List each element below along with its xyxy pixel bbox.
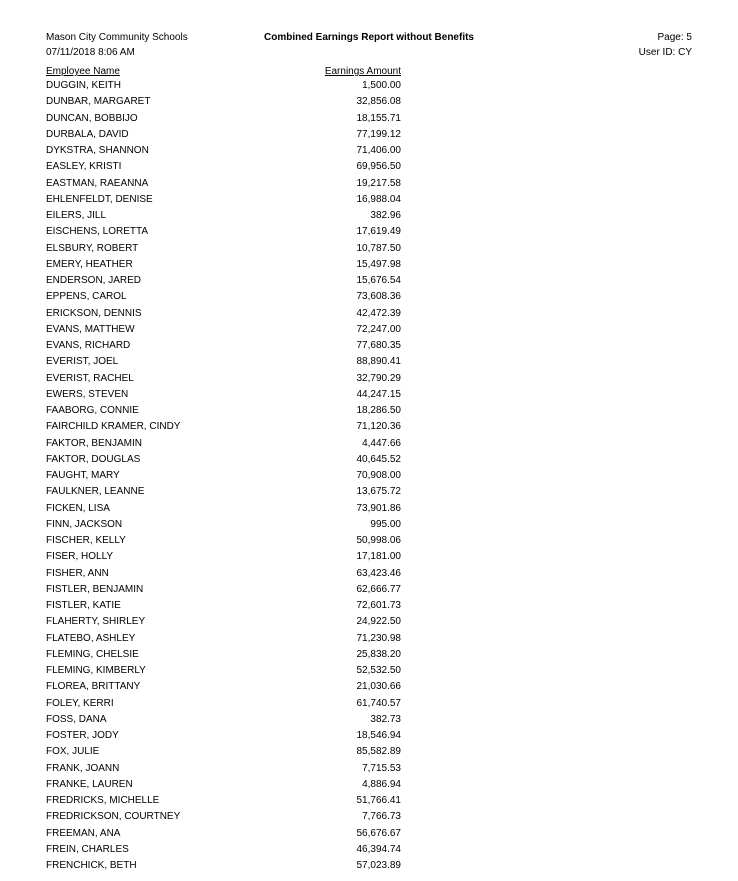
- employee-name-cell: FLATEBO, ASHLEY: [46, 632, 136, 644]
- employee-name-cell: FREDRICKS, MICHELLE: [46, 795, 160, 806]
- employee-name-cell: FRENCHICK, BETH: [46, 860, 137, 871]
- employee-name-cell: EISCHENS, LORETTA: [46, 226, 149, 238]
- employee-name-cell: EILERS, JILL: [46, 210, 107, 221]
- employee-name-cell: EASTMAN, RAEANNA: [46, 177, 149, 189]
- employee-name-cell: EVANS, RICHARD: [46, 340, 131, 351]
- report-header-left: [46, 30, 188, 60]
- earnings-amount-cell: 17,181.00: [356, 551, 401, 563]
- page-number: Page: 5: [657, 32, 692, 43]
- earnings-amount-cell: 69,956.50: [356, 161, 401, 173]
- employee-name-cell: FRANKE, LAUREN: [46, 778, 133, 790]
- table-row: [0, 176, 738, 192]
- employee-name-cell: FREDRICKSON, COURTNEY: [46, 811, 181, 823]
- table-row: [0, 501, 738, 517]
- table-row: [0, 631, 738, 647]
- employee-name-cell: FLEMING, KIMBERLY: [46, 665, 146, 676]
- report-title: Combined Earnings Report without Benefits: [263, 32, 474, 43]
- earnings-amount-cell: 19,217.58: [356, 177, 401, 189]
- table-row: [0, 777, 738, 793]
- table-row: [0, 159, 738, 175]
- table-row: [0, 647, 738, 663]
- earnings-table: [0, 78, 738, 874]
- earnings-amount-cell: 44,247.15: [356, 388, 401, 400]
- table-row: [0, 728, 738, 744]
- earnings-amount-cell: 382.73: [370, 713, 401, 725]
- employee-name-cell: EMERY, HEATHER: [46, 258, 133, 270]
- employee-name-cell: FREIN, CHARLES: [46, 843, 129, 855]
- table-row: [0, 533, 738, 549]
- earnings-amount-cell: 71,406.00: [356, 145, 401, 156]
- earnings-amount-cell: 17,619.49: [356, 226, 401, 238]
- table-row: [0, 452, 738, 468]
- organization-name: Mason City Community Schools: [46, 32, 188, 43]
- table-row: [0, 436, 738, 452]
- earnings-amount-cell: 88,890.41: [356, 356, 401, 368]
- employee-name-cell: FINN, JACKSON: [46, 518, 123, 530]
- earnings-amount-cell: 7,715.53: [362, 762, 401, 774]
- earnings-amount-cell: 382.96: [370, 210, 401, 221]
- earnings-amount-cell: 995.00: [370, 518, 401, 530]
- employee-name-cell: FLOREA, BRITTANY: [46, 681, 141, 693]
- earnings-amount-cell: 18,546.94: [356, 730, 401, 741]
- employee-name-cell: FOX, JULIE: [46, 746, 100, 758]
- earnings-amount-cell: 63,423.46: [356, 567, 401, 579]
- employee-name-cell: DURBALA, DAVID: [46, 128, 129, 140]
- employee-name-cell: FREEMAN, ANA: [46, 827, 121, 839]
- column-header-earnings-amount: Earnings Amount: [324, 66, 401, 77]
- table-row: [0, 354, 738, 370]
- employee-name-cell: DUGGIN, KEITH: [46, 80, 122, 91]
- column-header-employee-name: Employee Name: [46, 66, 120, 77]
- table-row: [0, 744, 738, 760]
- table-row: [0, 858, 738, 874]
- employee-name-cell: FAKTOR, DOUGLAS: [46, 453, 141, 465]
- employee-name-cell: FISCHER, KELLY: [46, 535, 126, 546]
- earnings-amount-cell: 4,886.94: [362, 778, 401, 790]
- employee-name-cell: FISHER, ANN: [46, 567, 109, 579]
- table-row: [0, 289, 738, 305]
- employee-name-cell: FAUGHT, MARY: [46, 470, 120, 481]
- earnings-amount-cell: 73,901.86: [356, 502, 401, 514]
- table-row: [0, 127, 738, 143]
- table-row: [0, 517, 738, 533]
- table-row: [0, 419, 738, 435]
- report-header-right: [639, 30, 692, 60]
- earnings-amount-cell: 32,790.29: [356, 372, 401, 384]
- earnings-amount-cell: 18,155.71: [356, 112, 401, 124]
- table-row: [0, 696, 738, 712]
- table-row: [0, 338, 738, 354]
- table-row: [0, 371, 738, 387]
- earnings-amount-cell: 50,998.06: [356, 535, 401, 546]
- table-row: [0, 761, 738, 777]
- earnings-amount-cell: 70,908.00: [356, 470, 401, 481]
- table-row: [0, 224, 738, 240]
- table-row: [0, 257, 738, 273]
- earnings-amount-cell: 21,030.66: [356, 681, 401, 693]
- earnings-amount-cell: 71,230.98: [356, 632, 401, 644]
- employee-name-cell: FISTLER, KATIE: [46, 600, 121, 611]
- employee-name-cell: FAIRCHILD KRAMER, CINDY: [46, 421, 181, 433]
- earnings-amount-cell: 10,787.50: [356, 242, 401, 254]
- earnings-amount-cell: 71,120.36: [356, 421, 401, 433]
- employee-name-cell: DUNCAN, BOBBIJO: [46, 112, 138, 124]
- earnings-amount-cell: 24,922.50: [356, 616, 401, 628]
- employee-name-cell: ENDERSON, JARED: [46, 275, 142, 286]
- table-row: [0, 566, 738, 582]
- earnings-amount-cell: 51,766.41: [356, 795, 401, 806]
- table-row: [0, 712, 738, 728]
- earnings-amount-cell: 57,023.89: [356, 860, 401, 871]
- employee-name-cell: ELSBURY, ROBERT: [46, 242, 139, 254]
- earnings-amount-cell: 62,666.77: [356, 583, 401, 595]
- table-row: [0, 143, 738, 159]
- employee-name-cell: FISER, HOLLY: [46, 551, 114, 563]
- table-row: [0, 241, 738, 257]
- report-datetime: 07/11/2018 8:06 AM: [46, 47, 135, 58]
- employee-name-cell: ERICKSON, DENNIS: [46, 307, 142, 319]
- earnings-amount-cell: 15,497.98: [356, 258, 401, 270]
- table-row: [0, 468, 738, 484]
- table-row: [0, 403, 738, 419]
- earnings-amount-cell: 72,601.73: [356, 600, 401, 611]
- employee-name-cell: EASLEY, KRISTI: [46, 161, 122, 173]
- table-row: [0, 679, 738, 695]
- earnings-amount-cell: 77,199.12: [356, 128, 401, 140]
- employee-name-cell: FRANK, JOANN: [46, 762, 120, 774]
- table-row: [0, 484, 738, 500]
- employee-name-cell: EVERIST, RACHEL: [46, 372, 134, 384]
- employee-name-cell: FAKTOR, BENJAMIN: [46, 437, 142, 449]
- table-row: [0, 306, 738, 322]
- earnings-amount-cell: 85,582.89: [356, 746, 401, 758]
- earnings-amount-cell: 40,645.52: [356, 453, 401, 465]
- table-row: [0, 273, 738, 289]
- employee-name-cell: FOSS, DANA: [46, 713, 107, 725]
- table-row: [0, 663, 738, 679]
- earnings-amount-cell: 77,680.35: [356, 340, 401, 351]
- earnings-amount-cell: 52,532.50: [356, 665, 401, 676]
- table-row: [0, 793, 738, 809]
- earnings-amount-cell: 18,286.50: [356, 405, 401, 416]
- earnings-amount-cell: 7,766.73: [362, 811, 401, 823]
- employee-name-cell: FAULKNER, LEANNE: [46, 486, 145, 498]
- earnings-amount-cell: 32,856.08: [356, 96, 401, 108]
- employee-name-cell: DUNBAR, MARGARET: [46, 96, 151, 108]
- table-row: [0, 192, 738, 208]
- earnings-amount-cell: 61,740.57: [356, 697, 401, 709]
- employee-name-cell: EWERS, STEVEN: [46, 388, 129, 400]
- table-row: [0, 94, 738, 110]
- employee-name-cell: FISTLER, BENJAMIN: [46, 583, 144, 595]
- employee-name-cell: EHLENFELDT, DENISE: [46, 193, 153, 205]
- table-row: [0, 826, 738, 842]
- table-row: [0, 549, 738, 565]
- employee-name-cell: FLEMING, CHELSIE: [46, 648, 139, 660]
- table-row: [0, 614, 738, 630]
- earnings-amount-cell: 1,500.00: [362, 80, 401, 91]
- employee-name-cell: FAABORG, CONNIE: [46, 405, 139, 416]
- earnings-amount-cell: 56,676.67: [356, 827, 401, 839]
- earnings-amount-cell: 25,838.20: [356, 648, 401, 660]
- table-row: [0, 809, 738, 825]
- earnings-amount-cell: 46,394.74: [356, 843, 401, 855]
- table-row: [0, 598, 738, 614]
- table-row: [0, 387, 738, 403]
- earnings-amount-cell: 42,472.39: [356, 307, 401, 319]
- table-row: [0, 111, 738, 127]
- earnings-amount-cell: 16,988.04: [356, 193, 401, 205]
- user-id: User ID: CY: [638, 47, 692, 58]
- earnings-amount-cell: 72,247.00: [356, 323, 401, 335]
- table-row: [0, 208, 738, 224]
- earnings-amount-cell: 13,675.72: [356, 486, 401, 498]
- earnings-amount-cell: 15,676.54: [356, 275, 401, 286]
- table-row: [0, 582, 738, 598]
- employee-name-cell: FLAHERTY, SHIRLEY: [46, 616, 146, 628]
- employee-name-cell: FICKEN, LISA: [46, 502, 110, 514]
- employee-name-cell: EVANS, MATTHEW: [46, 323, 135, 335]
- employee-name-cell: EVERIST, JOEL: [46, 356, 119, 368]
- employee-name-cell: FOSTER, JODY: [46, 730, 119, 741]
- earnings-amount-cell: 73,608.36: [356, 291, 401, 303]
- earnings-amount-cell: 4,447.66: [362, 437, 401, 449]
- employee-name-cell: EPPENS, CAROL: [46, 291, 127, 303]
- employee-name-cell: DYKSTRA, SHANNON: [46, 145, 149, 156]
- employee-name-cell: FOLEY, KERRI: [46, 697, 114, 709]
- table-row: [0, 842, 738, 858]
- table-row: [0, 322, 738, 338]
- table-row: [0, 78, 738, 94]
